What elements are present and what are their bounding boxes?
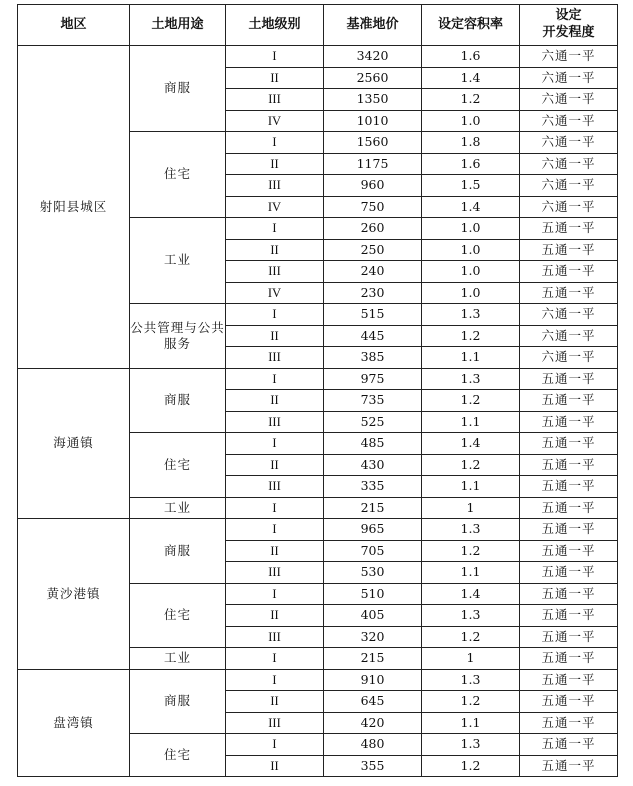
base-price-cell: 215 (324, 497, 422, 519)
land-level-cell: IV (226, 282, 324, 304)
development-degree-cell: 五通一平 (520, 562, 618, 584)
floor-area-ratio-cell: 1.4 (422, 67, 520, 89)
development-degree-cell: 六通一平 (520, 153, 618, 175)
development-degree-cell: 五通一平 (520, 519, 618, 541)
development-degree-cell: 五通一平 (520, 239, 618, 261)
base-price-cell: 2560 (324, 67, 422, 89)
development-degree-cell: 六通一平 (520, 325, 618, 347)
base-price-cell: 525 (324, 411, 422, 433)
base-price-cell: 965 (324, 519, 422, 541)
floor-area-ratio-cell: 1.0 (422, 282, 520, 304)
floor-area-ratio-cell: 1.2 (422, 691, 520, 713)
base-price-cell: 480 (324, 734, 422, 756)
land-level-cell: II (226, 755, 324, 777)
floor-area-ratio-cell: 1.4 (422, 433, 520, 455)
development-degree-cell: 五通一平 (520, 626, 618, 648)
floor-area-ratio-cell: 1.6 (422, 46, 520, 68)
floor-area-ratio-cell: 1.2 (422, 454, 520, 476)
table-row (18, 519, 618, 541)
header-dev-line2: 开发程度 (542, 25, 595, 40)
floor-area-ratio-cell: 1.1 (422, 476, 520, 498)
land-level-cell: I (226, 519, 324, 541)
base-price-cell: 320 (324, 626, 422, 648)
land-level-cell: I (226, 433, 324, 455)
floor-area-ratio-cell: 1 (422, 497, 520, 519)
floor-area-ratio-cell: 1.0 (422, 110, 520, 132)
development-degree-cell: 五通一平 (520, 282, 618, 304)
development-degree-cell: 六通一平 (520, 110, 618, 132)
development-degree-cell: 六通一平 (520, 46, 618, 68)
floor-area-ratio-cell: 1.2 (422, 390, 520, 412)
development-degree-cell: 六通一平 (520, 347, 618, 369)
base-price-cell: 515 (324, 304, 422, 326)
development-degree-cell: 六通一平 (520, 132, 618, 154)
development-degree-cell: 六通一平 (520, 196, 618, 218)
base-price-cell: 510 (324, 583, 422, 605)
land-level-cell: III (226, 411, 324, 433)
floor-area-ratio-cell: 1.1 (422, 712, 520, 734)
land-level-cell: III (226, 261, 324, 283)
land-level-cell: III (226, 476, 324, 498)
development-degree-cell: 六通一平 (520, 175, 618, 197)
land-level-cell: II (226, 454, 324, 476)
floor-area-ratio-cell: 1.4 (422, 583, 520, 605)
land-level-cell: III (226, 175, 324, 197)
land-level-cell: I (226, 648, 324, 670)
floor-area-ratio-cell: 1.5 (422, 175, 520, 197)
floor-area-ratio-cell: 1.3 (422, 669, 520, 691)
base-price-cell: 1350 (324, 89, 422, 111)
floor-area-ratio-cell: 1 (422, 648, 520, 670)
development-degree-cell: 五通一平 (520, 390, 618, 412)
base-price-cell: 230 (324, 282, 422, 304)
region-cell: 盘湾镇 (18, 669, 130, 777)
base-price-cell: 385 (324, 347, 422, 369)
land-use-cell: 住宅 (130, 583, 226, 648)
base-price-cell: 405 (324, 605, 422, 627)
floor-area-ratio-cell: 1.2 (422, 89, 520, 111)
floor-area-ratio-cell: 1.1 (422, 562, 520, 584)
base-price-cell: 960 (324, 175, 422, 197)
header-row (18, 5, 618, 46)
land-use-cell: 住宅 (130, 433, 226, 498)
land-use-cell: 商服 (130, 46, 226, 132)
land-level-cell: III (226, 562, 324, 584)
development-degree-cell: 五通一平 (520, 734, 618, 756)
base-price-cell: 430 (324, 454, 422, 476)
base-price-cell: 1010 (324, 110, 422, 132)
land-use-cell: 工业 (130, 648, 226, 670)
development-degree-cell: 五通一平 (520, 476, 618, 498)
floor-area-ratio-cell: 1.0 (422, 239, 520, 261)
floor-area-ratio-cell: 1.0 (422, 261, 520, 283)
base-price-cell: 445 (324, 325, 422, 347)
development-degree-cell: 五通一平 (520, 712, 618, 734)
land-use-cell: 工业 (130, 497, 226, 519)
land-level-cell: IV (226, 196, 324, 218)
land-level-cell: II (226, 540, 324, 562)
header-base-price: 基准地价 (324, 5, 422, 46)
table-row (18, 669, 618, 691)
floor-area-ratio-cell: 1.8 (422, 132, 520, 154)
floor-area-ratio-cell: 1.2 (422, 325, 520, 347)
land-level-cell: III (226, 626, 324, 648)
development-degree-cell: 五通一平 (520, 411, 618, 433)
base-price-cell: 485 (324, 433, 422, 455)
land-level-cell: I (226, 669, 324, 691)
floor-area-ratio-cell: 1.2 (422, 626, 520, 648)
floor-area-ratio-cell: 1.4 (422, 196, 520, 218)
base-price-cell: 975 (324, 368, 422, 390)
base-price-cell: 705 (324, 540, 422, 562)
floor-area-ratio-cell: 1.0 (422, 218, 520, 240)
floor-area-ratio-cell: 1.3 (422, 368, 520, 390)
base-price-cell: 260 (324, 218, 422, 240)
base-price-cell: 355 (324, 755, 422, 777)
header-dev-line1: 设定 (555, 8, 582, 24)
land-level-cell: III (226, 347, 324, 369)
development-degree-cell: 五通一平 (520, 218, 618, 240)
development-degree-cell: 五通一平 (520, 540, 618, 562)
base-price-cell: 420 (324, 712, 422, 734)
region-cell: 黄沙港镇 (18, 519, 130, 670)
land-level-cell: I (226, 132, 324, 154)
base-price-cell: 1175 (324, 153, 422, 175)
land-level-cell: II (226, 691, 324, 713)
base-price-cell: 250 (324, 239, 422, 261)
land-use-cell: 商服 (130, 519, 226, 584)
land-use-cell: 工业 (130, 218, 226, 304)
table-row (18, 368, 618, 390)
development-degree-cell: 五通一平 (520, 583, 618, 605)
base-price-cell: 530 (324, 562, 422, 584)
land-level-cell: II (226, 67, 324, 89)
base-price-cell: 215 (324, 648, 422, 670)
base-price-cell: 3420 (324, 46, 422, 68)
land-use-cell: 住宅 (130, 734, 226, 777)
land-level-cell: III (226, 712, 324, 734)
land-level-cell: I (226, 497, 324, 519)
floor-area-ratio-cell: 1.1 (422, 411, 520, 433)
land-level-cell: II (226, 605, 324, 627)
land-level-cell: I (226, 304, 324, 326)
land-level-cell: I (226, 734, 324, 756)
development-degree-cell: 六通一平 (520, 67, 618, 89)
development-degree-cell: 五通一平 (520, 691, 618, 713)
floor-area-ratio-cell: 1.3 (422, 304, 520, 326)
region-cell: 海通镇 (18, 368, 130, 519)
land-level-cell: II (226, 239, 324, 261)
development-degree-cell: 五通一平 (520, 648, 618, 670)
development-degree-cell: 五通一平 (520, 433, 618, 455)
base-price-cell: 735 (324, 390, 422, 412)
header-land-level: 土地级别 (226, 5, 324, 46)
land-level-cell: I (226, 368, 324, 390)
base-price-cell: 645 (324, 691, 422, 713)
floor-area-ratio-cell: 1.2 (422, 755, 520, 777)
table-row (18, 46, 618, 68)
development-degree-cell: 六通一平 (520, 304, 618, 326)
base-price-cell: 910 (324, 669, 422, 691)
base-price-cell: 1560 (324, 132, 422, 154)
land-level-cell: II (226, 390, 324, 412)
development-degree-cell: 五通一平 (520, 669, 618, 691)
land-use-cell: 住宅 (130, 132, 226, 218)
land-level-cell: I (226, 218, 324, 240)
floor-area-ratio-cell: 1.2 (422, 540, 520, 562)
floor-area-ratio-cell: 1.1 (422, 347, 520, 369)
land-level-cell: I (226, 46, 324, 68)
table-body (18, 46, 618, 777)
land-level-cell: II (226, 325, 324, 347)
land-use-cell: 公共管理与公共服务 (130, 304, 226, 369)
header-development-degree (520, 5, 618, 46)
header-land-use: 土地用途 (130, 5, 226, 46)
header-floor-area-ratio: 设定容积率 (422, 5, 520, 46)
floor-area-ratio-cell: 1.3 (422, 605, 520, 627)
land-use-cell: 商服 (130, 368, 226, 433)
land-price-table (17, 4, 618, 777)
land-level-cell: III (226, 89, 324, 111)
development-degree-cell: 六通一平 (520, 89, 618, 111)
development-degree-cell: 五通一平 (520, 454, 618, 476)
development-degree-cell: 五通一平 (520, 605, 618, 627)
base-price-cell: 240 (324, 261, 422, 283)
development-degree-cell: 五通一平 (520, 261, 618, 283)
table-header (18, 5, 618, 46)
land-level-cell: IV (226, 110, 324, 132)
development-degree-cell: 五通一平 (520, 368, 618, 390)
floor-area-ratio-cell: 1.3 (422, 519, 520, 541)
base-price-cell: 750 (324, 196, 422, 218)
land-use-cell: 商服 (130, 669, 226, 734)
floor-area-ratio-cell: 1.3 (422, 734, 520, 756)
base-price-cell: 335 (324, 476, 422, 498)
header-region: 地区 (18, 5, 130, 46)
region-cell: 射阳县城区 (18, 46, 130, 369)
development-degree-cell: 五通一平 (520, 755, 618, 777)
floor-area-ratio-cell: 1.6 (422, 153, 520, 175)
development-degree-cell: 五通一平 (520, 497, 618, 519)
land-level-cell: I (226, 583, 324, 605)
land-level-cell: II (226, 153, 324, 175)
